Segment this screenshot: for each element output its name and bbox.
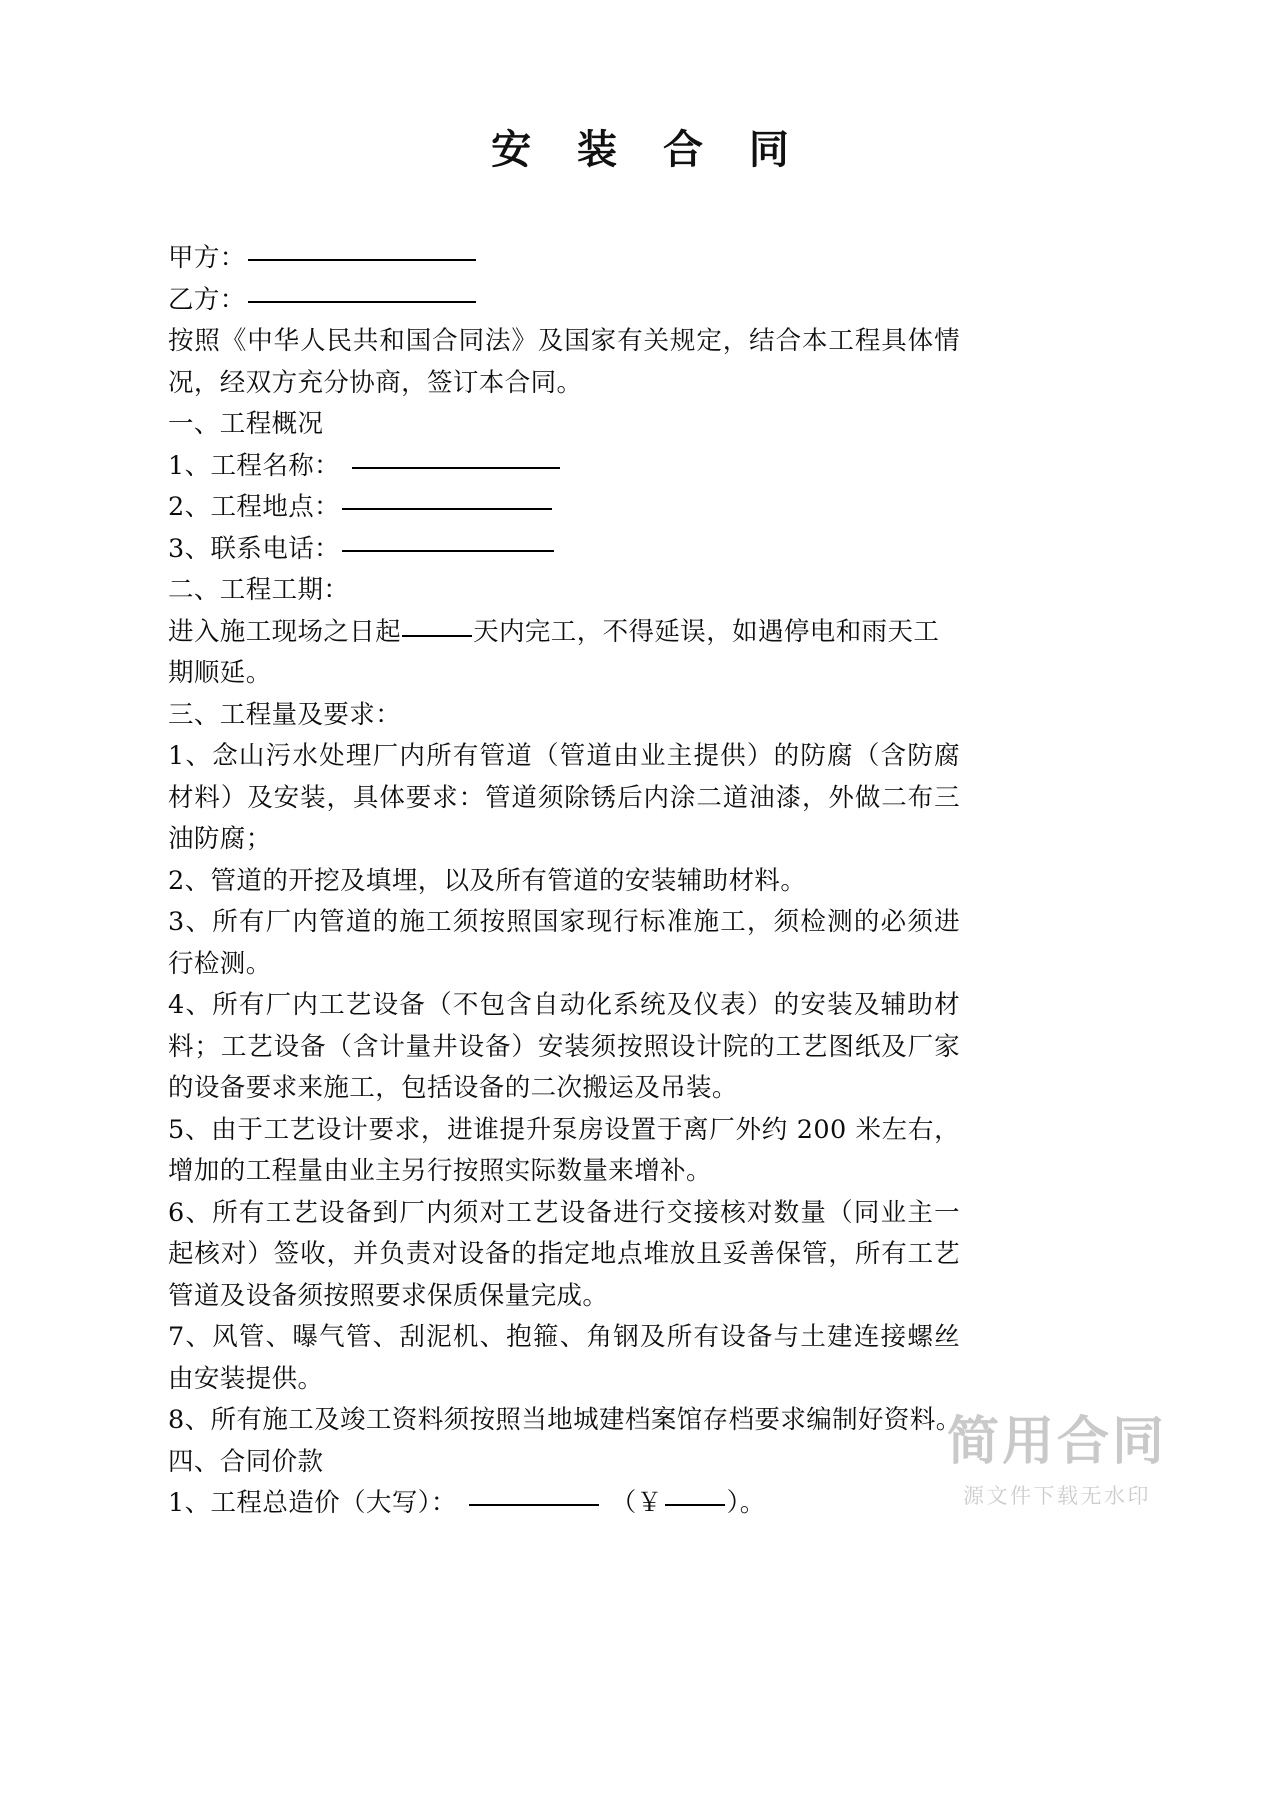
preamble-line-2: 况，经双方充分协商，签订本合同。 [168, 367, 583, 398]
currency-close: ）。 [726, 1488, 766, 1518]
project-place-input[interactable] [342, 508, 552, 510]
party-b-row [168, 280, 960, 322]
clause-line: 增加的工程量由业主另行按照实际数量来增补。 [168, 1156, 712, 1186]
clause-line: 5、由于工艺设计要求，进谁提升泵房设置于离厂外约 200 米左右， [168, 1114, 960, 1145]
clause-line: 料；工艺设备（含计量井设备）安装须按照设计院的工艺图纸及厂家 [168, 1031, 960, 1062]
clause-line: 4、所有厂内工艺设备（不包含自动化系统及仪表）的安装及辅助材 [168, 990, 960, 1020]
project-name-label: 1、工程名称： [168, 450, 341, 481]
clause-line: 的设备要求来施工，包括设备的二次搬运及吊装。 [168, 1073, 738, 1103]
watermark-brand: 简用合同 [946, 1412, 1167, 1473]
party-b-input[interactable] [248, 301, 476, 303]
currency-open: （￥ [610, 1488, 663, 1518]
clause-line: 材料）及安装，具体要求：管道须除锈后内涂二道油漆，外做二布三 [168, 782, 960, 813]
section-3-heading: 三、工程量及要求： [168, 699, 402, 730]
section-4-heading: 四、合同价款 [168, 1446, 324, 1477]
section-1-heading: 一、工程概况 [168, 409, 324, 439]
duration-line-2: 期顺延。 [168, 658, 272, 688]
clause-line: 1、念山污水处理厂内所有管道（管道由业主提供）的防腐（含防腐 [168, 741, 960, 771]
total-price-numeric-input[interactable] [665, 1504, 725, 1506]
clause-line: 油防腐； [168, 824, 272, 854]
total-price-label: 1、工程总造价（大写）： [168, 1488, 457, 1518]
party-a-label: 甲方： [168, 243, 246, 273]
preamble-line-1: 按照《中华人民共和国合同法》及国家有关规定，结合本工程具体情 [168, 326, 960, 356]
party-b-label: 乙方： [168, 284, 246, 315]
project-place-row [168, 487, 960, 529]
watermark-note: 源文件下载无水印 [963, 1484, 1151, 1508]
clause-line: 行检测。 [168, 948, 272, 979]
contact-phone-label: 3、联系电话： [168, 533, 341, 564]
party-a-row [168, 238, 960, 280]
contact-phone-row [168, 529, 960, 571]
clause-line: 由安装提供。 [168, 1363, 324, 1394]
clause-line: 6、所有工艺设备到厂内须对工艺设备进行交接核对数量（同业主一 [168, 1197, 960, 1228]
total-price-row [168, 1483, 960, 1525]
document-body [168, 238, 960, 1525]
clause-line: 管道及设备须按照要求保质保量完成。 [168, 1280, 609, 1311]
clause-line: 2、管道的开挖及填埋，以及所有管道的安装辅助材料。 [168, 865, 807, 896]
duration-line-1 [168, 612, 960, 654]
project-name-input[interactable] [352, 467, 560, 469]
section-2-heading: 二、工程工期： [168, 575, 350, 605]
clause-line: 3、所有厂内管道的施工须按照国家现行标准施工，须检测的必须进 [168, 907, 960, 937]
duration-text-after: 天内完工，不得延误，如遇停电和雨天工 [473, 616, 940, 647]
duration-days-input[interactable] [402, 635, 472, 637]
clause-line: 7、风管、曝气管、刮泥机、抱箍、角钢及所有设备与土建连接螺丝 [168, 1322, 960, 1352]
page-title: 安 装 合 同 [491, 126, 805, 173]
project-name-row [168, 446, 960, 488]
project-place-label: 2、工程地点： [168, 492, 341, 522]
contact-phone-input[interactable] [342, 550, 554, 552]
total-price-uppercase-input[interactable] [469, 1504, 599, 1506]
party-a-input[interactable] [248, 259, 476, 261]
duration-text-before: 进入施工现场之日起 [168, 616, 402, 647]
clause-line: 8、所有施工及竣工资料须按照当地城建档案馆存档要求编制好资料。 [168, 1405, 962, 1435]
clause-line: 起核对）签收，并负责对设备的指定地点堆放且妥善保管，所有工艺 [168, 1239, 960, 1269]
